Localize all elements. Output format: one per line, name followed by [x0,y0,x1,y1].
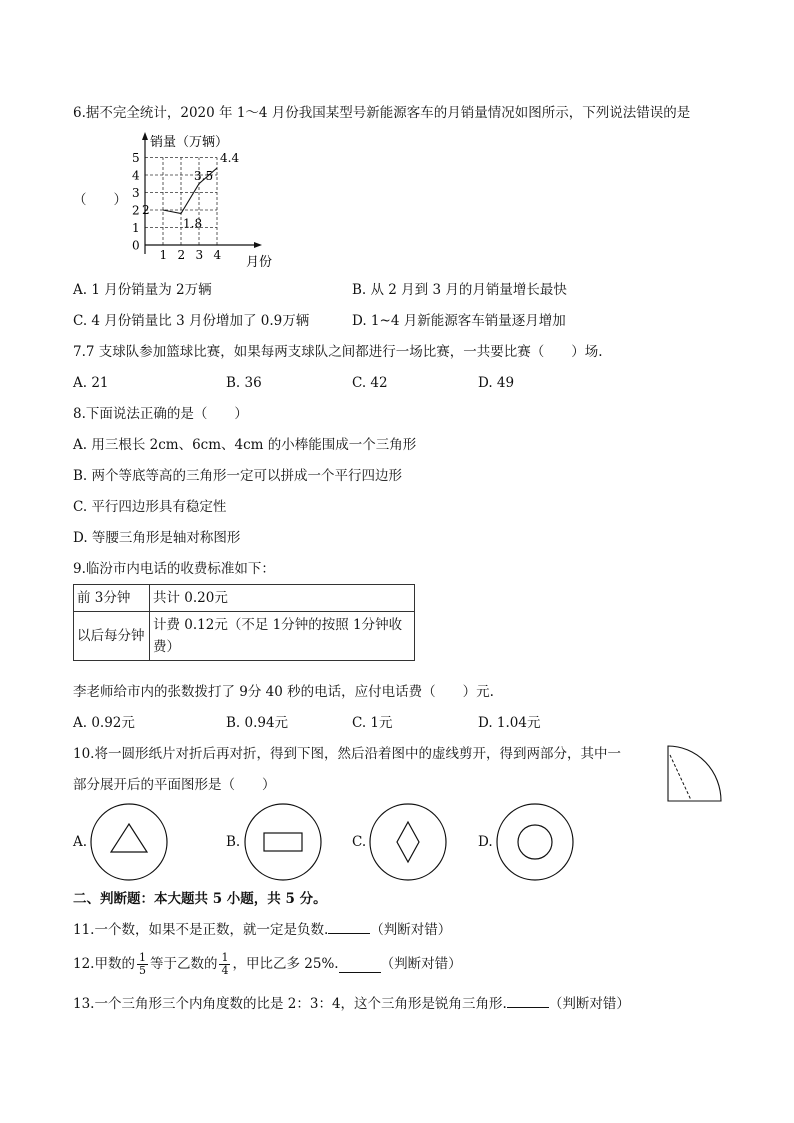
q8-option-b: B. 两个等底等高的三角形一定可以拼成一个平行四边形 [73,468,403,484]
x-tick-label: 3 [195,248,204,262]
q6-line-chart [128,130,273,270]
y-tick-label: 4 [132,168,140,183]
q6-option-c: C. 4 月份销量比 3 月份增加了 0.9万辆 [73,313,310,329]
q12-mid: 等于乙数的 [149,956,218,972]
rectangle-shape [264,833,302,851]
table-cell: 共计 0.20元 [150,585,415,612]
q10-option-c-figure [368,802,448,882]
q8-option-a: A. 用三根长 2cm、6cm、4cm 的小棒能围成一个三角形 [73,437,417,453]
x-tick-label: 2 [177,248,186,262]
table-cell [150,612,415,661]
q10-option-a-figure [89,802,169,882]
circle-shape [370,804,446,880]
q9-option-a: A. 0.92元 [73,715,135,731]
folded-paper-figure [665,743,725,805]
q6-stem: 6.据不完全统计，2020 年 1～4 月份我国某型号新能源客车的月销量情况如图所示，下列说法错误的是 [73,105,691,121]
q13-text: 13.一个三角形三个内角度数的比是 2：3：4，这个三角形是锐角三角形. [73,996,507,1012]
q7-option-b: B. 36 [226,375,262,391]
circle-shape [91,804,167,880]
q12-post: ，甲比乙多 25%. [232,956,339,972]
y-axis-arrow [142,132,148,140]
q8-option-d: D. 等腰三角形是轴对称图形 [73,530,241,546]
q10-option-c-label: C. [352,834,367,850]
table-cell: 以后每分钟 [74,612,150,661]
data-label: 2 [142,203,150,217]
q13-tail: （判断对错） [548,996,630,1012]
q10-stem-line1: 10.将一圆形纸片对折后再对折，得到下图，然后沿着图中的虚线剪开，得到两部分，其中一 [73,746,621,762]
q11-text: 11.一个数，如果不是正数，就一定是负数. [73,922,329,938]
y-tick-label: 2 [132,203,140,218]
q10-option-d-label: D. [478,834,493,850]
q11-tail: （判断对错） [370,922,452,938]
table-row [74,612,415,661]
y-tick-label: 3 [132,186,140,200]
q11 [73,921,451,939]
table-cell-line: 费） [153,639,180,655]
q7-stem: 7.7 支球队参加篮球比赛，如果每两支球队之间都进行一场比赛，一共要比赛（ ）场. [73,344,603,360]
rhombus-shape [397,822,419,862]
q9-option-b: B. 0.94元 [226,715,289,731]
triangle-shape [111,824,147,852]
q8-stem: 8.下面说法正确的是（ ） [73,406,248,422]
data-label: 4.4 [220,151,240,165]
fraction-one-fifth [137,952,148,977]
data-label: 1.8 [183,216,203,231]
q12-tail: （判断对错） [380,956,462,972]
q13 [73,995,630,1013]
q10-option-a-label: A. [73,834,88,850]
fraction-numerator: 1 [138,950,146,964]
y-tick-label: 5 [132,151,140,165]
q12 [73,949,462,979]
answer-blank[interactable] [507,995,549,1008]
x-tick-label: 4 [213,248,222,262]
data-label: 3.5 [194,168,214,183]
fraction-denominator: 4 [221,963,229,977]
q9-option-d: D. 1.04元 [478,715,541,731]
x-axis-title: 月份 [246,255,273,270]
q10-stem-line2: 部分展开后的平面图形是（ ） [73,777,276,793]
y-tick-label: 1 [132,221,140,235]
y-tick-label: 0 [132,238,140,253]
fraction-numerator: 1 [221,950,229,964]
table-row [74,585,415,612]
y-axis-title: 销量（万辆） [150,135,229,150]
fraction-one-fourth [219,952,230,977]
answer-blank[interactable] [328,921,370,934]
inner-circle-shape [518,825,552,859]
x-axis-arrow [254,242,262,248]
q6-option-d: D. 1~4 月新能源客车销量逐月增加 [352,313,566,329]
q12-pre: 12.甲数的 [73,956,135,972]
fraction-denominator: 5 [138,963,146,977]
circle-shape [245,804,321,880]
fee-table [73,584,415,661]
q7-option-a: A. 21 [73,375,109,391]
table-cell-line: 计费 0.12元（不足 1分钟的按照 1分钟收 [153,617,403,633]
q9-option-c: C. 1元 [352,715,393,731]
x-tick-label: 1 [159,248,168,262]
q7-option-c: C. 42 [352,375,388,391]
q10-option-b-figure [243,802,323,882]
cut-dashed-line [670,755,691,800]
quarter-circle-shape [668,746,721,801]
table-cell: 前 3分钟 [74,585,150,612]
q9-question: 李老师给市内的张数拨打了 9分 40 秒的电话，应付电话费（ ）元. [73,684,494,700]
circle-shape [497,804,573,880]
q9-stem: 9.临汾市内电话的收费标准如下： [73,561,275,577]
q10-option-b-label: B. [226,834,241,850]
q6-option-a: A. 1 月份销量为 2万辆 [73,282,212,298]
section-heading: 二、判断题：本大题共 5 小题，共 5 分。 [73,891,327,907]
q6-option-b: B. 从 2 月到 3 月的月销量增长最快 [352,282,567,298]
q8-option-c: C. 平行四边形具有稳定性 [73,499,227,515]
q6-answer-paren: （ ） [73,192,127,208]
q7-option-d: D. 49 [478,375,515,391]
q10-option-d-figure [495,802,575,882]
answer-blank[interactable] [339,960,381,973]
